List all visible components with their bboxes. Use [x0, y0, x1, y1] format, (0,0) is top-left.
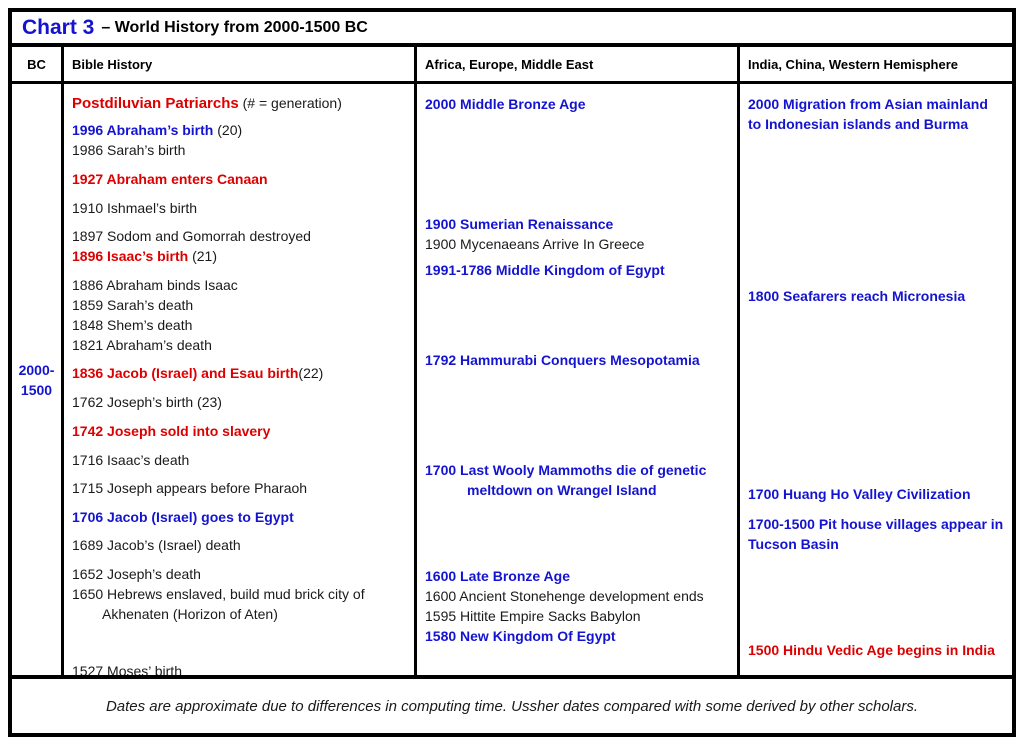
timeline-entry: 1742 Joseph sold into slavery — [72, 423, 271, 439]
timeline-entry — [72, 584, 406, 624]
entry-note: (# = generation) — [238, 95, 342, 111]
timeline-entry: 1700 Huang Ho Valley Civilization — [748, 486, 971, 502]
timeline-entry: 1595 Hittite Empire Sacks Babylon — [425, 608, 641, 624]
timeline-entry: 1886 Abraham binds Isaac — [72, 277, 238, 293]
header-india-china-western-hemisphere: India, China, Western Hemisphere — [748, 56, 958, 72]
table-body-row — [12, 84, 1012, 679]
timeline-entry: 1689 Jacob’s (Israel) death — [72, 537, 241, 553]
bc-range-line2: 1500 — [20, 381, 53, 398]
footer-bar — [12, 679, 1012, 733]
timeline-entry: 1991-1786 Middle Kingdom of Egypt — [425, 262, 665, 278]
timeline-entry: 1910 Ishmael’s birth — [72, 200, 198, 216]
bc-range-cell — [12, 84, 64, 675]
timeline-entry: 1715 Joseph appears before Pharaoh — [72, 480, 308, 496]
timeline-entry: 1859 Sarah’s death — [72, 297, 194, 313]
entry-line: 1700-1500 Pit house villages appear in — [748, 516, 1004, 532]
timeline-entry: 1652 Joseph’s death — [72, 566, 201, 582]
timeline-entry: 1716 Isaac’s death — [72, 452, 190, 468]
entry-line: 1650 Hebrews enslaved, build mud brick city of — [72, 586, 365, 602]
entry-line: 1700 Last Wooly Mammoths die of genetic — [425, 462, 707, 478]
entry-main: 1896 Isaac’s birth — [72, 248, 189, 264]
timeline-entry: 1527 Moses’ birth — [72, 663, 182, 675]
entry-line: 2000 Migration from Asian mainland — [748, 96, 988, 112]
entry-note: (22) — [298, 365, 324, 381]
entry-main: 1836 Jacob (Israel) and Esau birth — [72, 365, 299, 381]
bc-range-line1: 2000- — [18, 361, 55, 378]
timeline-entry — [72, 363, 406, 383]
timeline-entry: 1500 Hindu Vedic Age begins in India — [748, 642, 995, 658]
title-bar — [12, 12, 1012, 47]
timeline-entry: 1927 Abraham enters Canaan — [72, 171, 268, 187]
timeline-entry: 1600 Late Bronze Age — [425, 568, 570, 584]
timeline-entry: 1848 Shem’s death — [72, 317, 193, 333]
page-title: – World History from 2000-1500 BC — [101, 18, 368, 36]
entry-main: Postdiluvian Patriarchs — [72, 95, 239, 112]
chart-frame — [8, 8, 1016, 737]
entry-line: to Indonesian islands and Burma — [748, 116, 969, 132]
entry-note: (21) — [188, 248, 218, 264]
chart-number-label: Chart 3 — [22, 15, 95, 39]
timeline-entry — [425, 460, 729, 500]
timeline-entry: 1600 Ancient Stonehenge development ends — [425, 588, 704, 604]
entry-main: 1996 Abraham’s birth — [72, 122, 214, 138]
entry-line: Akhenaten (Horizon of Aten) — [102, 606, 278, 622]
timeline-entry: 1986 Sarah’s birth — [72, 142, 186, 158]
africa-europe-middle-east-column — [417, 84, 740, 675]
timeline-entry — [72, 246, 406, 266]
timeline-entry: 1821 Abraham’s death — [72, 337, 212, 353]
timeline-entry — [748, 94, 1004, 134]
timeline-entry: 1800 Seafarers reach Micronesia — [748, 288, 966, 304]
timeline-entry: 1580 New Kingdom Of Egypt — [425, 628, 616, 644]
timeline-entry: 1762 Joseph’s birth (23) — [72, 394, 222, 410]
footer-note: Dates are approximate due to differences in computing time. Ussher dates compared with some derived by other scholars. — [105, 697, 919, 715]
table-header-row — [12, 47, 1012, 84]
timeline-entry: 1900 Mycenaeans Arrive In Greece — [425, 236, 645, 252]
timeline-entry — [748, 514, 1004, 554]
timeline-entry: 2000 Middle Bronze Age — [425, 96, 586, 112]
timeline-entry: 1900 Sumerian Renaissance — [425, 216, 614, 232]
header-bc: BC — [12, 47, 64, 81]
timeline-entry — [72, 93, 406, 114]
bc-range-value — [19, 360, 55, 400]
india-china-western-hemisphere-column — [740, 84, 1012, 675]
timeline-entry: 1706 Jacob (Israel) goes to Egypt — [72, 509, 294, 525]
entry-line: meltdown on Wrangel Island — [467, 482, 657, 498]
header-bible-history: Bible History — [64, 47, 417, 81]
timeline-entry: 1897 Sodom and Gomorrah destroyed — [72, 228, 311, 244]
timeline-entry — [72, 120, 406, 140]
bible-history-column — [64, 84, 417, 675]
entry-note: (20) — [213, 122, 243, 138]
header-africa-europe-middle-east: Africa, Europe, Middle East — [417, 47, 740, 81]
entry-line: Tucson Basin — [748, 536, 839, 552]
timeline-entry: 1792 Hammurabi Conquers Mesopotamia — [425, 352, 700, 368]
